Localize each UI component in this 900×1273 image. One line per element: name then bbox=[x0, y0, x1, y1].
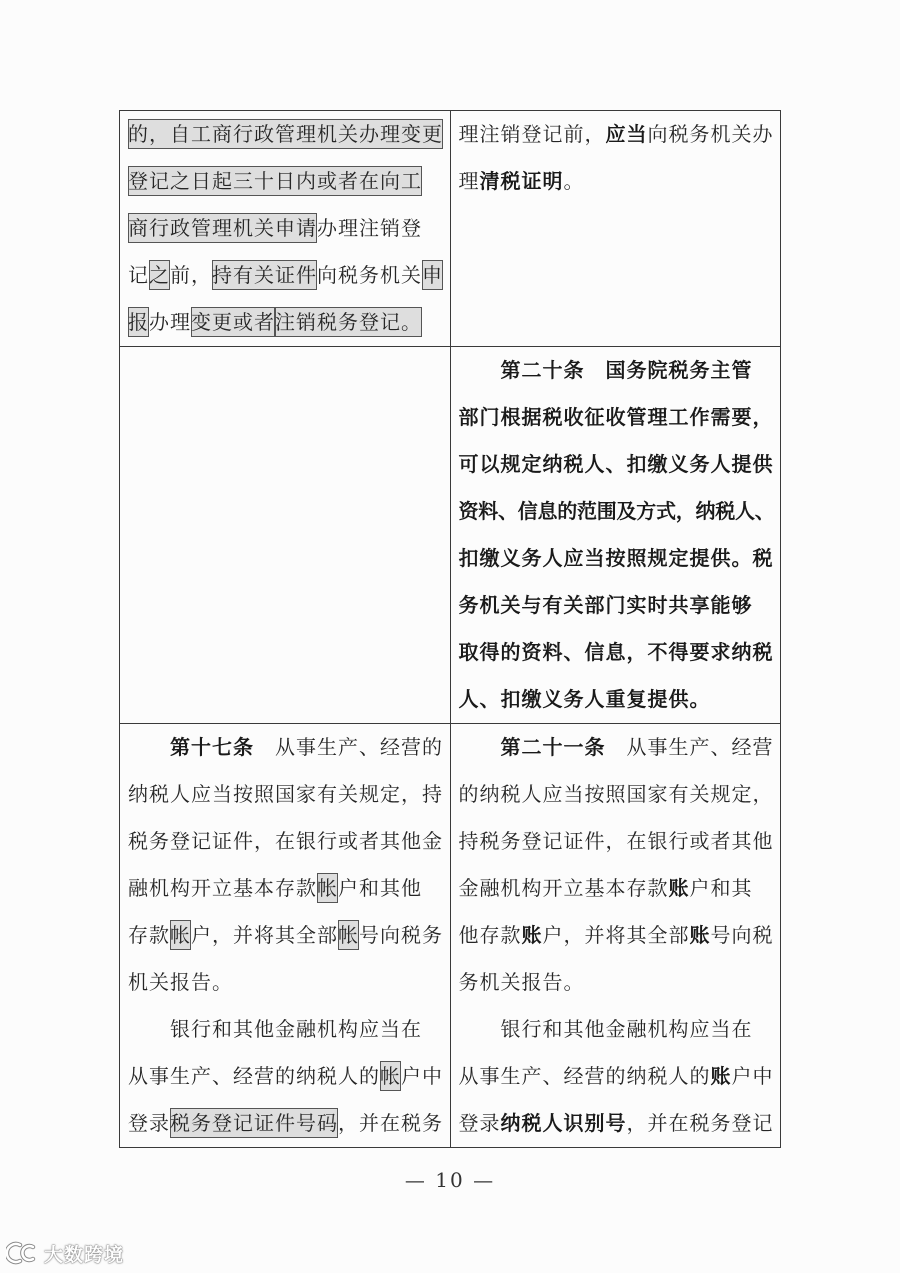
text-line bbox=[459, 818, 781, 865]
text-segment: 号向税务 bbox=[359, 923, 443, 947]
text-line bbox=[128, 1053, 450, 1100]
text-line bbox=[128, 865, 450, 912]
text-segment: 融机构开立基本存款 bbox=[128, 876, 317, 900]
text-line bbox=[459, 582, 781, 629]
text-line bbox=[128, 818, 450, 865]
revised-text-cell bbox=[451, 111, 781, 346]
text-line bbox=[459, 724, 781, 771]
text-line bbox=[128, 158, 450, 205]
bold-text: 账 bbox=[668, 876, 690, 900]
text-segment: ，并在税务 bbox=[338, 1111, 443, 1135]
highlighted-text: 税务登记证件号码 bbox=[170, 1108, 338, 1138]
text-segment: 金融机构开立基本存款 bbox=[458, 876, 669, 900]
bold-text: 账 bbox=[521, 923, 543, 947]
text-segment: 持税务登记证件，在银行或者其他 bbox=[458, 829, 774, 853]
text-line bbox=[128, 205, 450, 252]
highlighted-text: 持有关证件 bbox=[212, 260, 317, 290]
highlighted-text: 帐 bbox=[317, 873, 338, 903]
text-line bbox=[128, 1100, 450, 1147]
text-segment: 他存款 bbox=[458, 923, 522, 947]
text-segment: 务机关报告。 bbox=[458, 970, 585, 994]
table-row bbox=[120, 111, 780, 346]
text-line bbox=[128, 724, 450, 771]
text-segment: 户，并将其全部 bbox=[191, 923, 338, 947]
text-line bbox=[459, 959, 781, 1006]
paragraph bbox=[128, 724, 450, 1006]
text-segment: 银行和其他金融机构应当在 bbox=[170, 1017, 422, 1041]
highlighted-text: 申 bbox=[422, 260, 443, 290]
highlighted-text: 变更或者 bbox=[191, 307, 275, 337]
highlighted-text: 注销税务登记。 bbox=[275, 307, 422, 337]
text-segment: 向税务机关办 bbox=[647, 122, 774, 146]
text-line bbox=[459, 865, 781, 912]
paragraph bbox=[459, 724, 781, 1006]
original-text-cell bbox=[120, 111, 451, 346]
table-row bbox=[120, 723, 780, 1147]
watermark-logo-icon bbox=[6, 1240, 40, 1266]
highlighted-text: 帐 bbox=[380, 1061, 401, 1091]
text-line bbox=[459, 1006, 781, 1053]
bold-text: 取得的资料、信息，不得要求纳税 bbox=[458, 640, 774, 664]
text-segment: 从事生产、经营的 bbox=[254, 735, 443, 759]
bold-text: 应当 bbox=[605, 122, 648, 146]
text-segment: 纳税人应当按照国家有关规定，持 bbox=[128, 782, 443, 806]
text-line bbox=[459, 1053, 781, 1100]
text-line bbox=[128, 252, 450, 299]
original-text-cell bbox=[120, 347, 451, 723]
text-segment: 号向税 bbox=[710, 923, 774, 947]
bold-text: 第二十条 国务院税务主管 bbox=[500, 358, 753, 382]
text-segment: 理注销登记前， bbox=[458, 122, 606, 146]
paragraph bbox=[459, 1006, 781, 1147]
text-line bbox=[459, 535, 781, 582]
text-line bbox=[128, 111, 450, 158]
bold-text: 第二十一条 bbox=[500, 735, 606, 759]
text-segment: 户中 bbox=[401, 1064, 443, 1088]
text-segment: 。 bbox=[563, 169, 585, 193]
highlighted-text: 登记之日起三十日内或者在向工 bbox=[128, 166, 422, 196]
text-segment: 银行和其他金融机构应当在 bbox=[500, 1017, 753, 1041]
highlighted-text: 之 bbox=[149, 260, 170, 290]
text-segment: 从事生产、经营 bbox=[605, 735, 774, 759]
bold-text: 扣缴义务人应当按照规定提供。税 bbox=[458, 546, 774, 570]
bold-text: 纳税人识别号 bbox=[500, 1111, 627, 1135]
highlighted-text: 商行政管理机关申请 bbox=[128, 213, 317, 243]
highlighted-text: 帐 bbox=[170, 920, 191, 950]
text-segment: 税务登记证件，在银行或者其他金 bbox=[128, 829, 443, 853]
text-line bbox=[128, 959, 450, 1006]
bold-text: 资料、信息的范围及方式，纳税人、 bbox=[458, 499, 775, 523]
revised-text-cell bbox=[451, 347, 781, 723]
text-segment: 从事生产、经营的纳税人的 bbox=[128, 1064, 380, 1088]
text-segment: 户中 bbox=[731, 1064, 774, 1088]
bold-text: 可以规定纳税人、扣缴义务人提供 bbox=[458, 452, 774, 476]
text-segment: 存款 bbox=[128, 923, 170, 947]
text-line bbox=[128, 771, 450, 818]
page-number: — 10 — bbox=[404, 1168, 496, 1192]
text-segment: 机关报告。 bbox=[128, 970, 233, 994]
text-line bbox=[459, 158, 781, 205]
text-segment: 户，并将其全部 bbox=[542, 923, 690, 947]
text-line bbox=[128, 299, 450, 346]
text-line bbox=[459, 347, 781, 394]
highlighted-text: 的，自工商行政管理机关办理变更 bbox=[128, 119, 443, 149]
text-segment: 办理 bbox=[149, 310, 191, 334]
text-segment: 理 bbox=[458, 169, 480, 193]
comparison-table bbox=[119, 110, 781, 1148]
text-segment: 登录 bbox=[128, 1111, 170, 1135]
paragraph bbox=[459, 347, 781, 723]
text-segment: 向税务机关 bbox=[317, 263, 422, 287]
text-line bbox=[459, 629, 781, 676]
text-line bbox=[459, 488, 781, 535]
bold-text: 务机关与有关部门实时共享能够 bbox=[458, 593, 753, 617]
original-text-cell bbox=[120, 724, 451, 1147]
text-line bbox=[459, 394, 781, 441]
text-segment: 从事生产、经营的纳税人的 bbox=[458, 1064, 711, 1088]
paragraph bbox=[128, 111, 450, 346]
text-segment: 户和其 bbox=[689, 876, 753, 900]
bold-text: 人、扣缴义务人重复提供。 bbox=[458, 687, 711, 711]
text-line bbox=[459, 111, 781, 158]
highlighted-text: 报 bbox=[128, 307, 149, 337]
text-line bbox=[459, 676, 781, 723]
text-segment: ，并在税务登记 bbox=[626, 1111, 774, 1135]
watermark-text: 大数跨境 bbox=[44, 1243, 125, 1266]
text-segment: 记 bbox=[128, 263, 149, 287]
bold-text: 第十七条 bbox=[170, 735, 254, 759]
text-line bbox=[128, 1006, 450, 1053]
text-segment: 登录 bbox=[458, 1111, 501, 1135]
bold-text: 清税证明 bbox=[479, 169, 564, 193]
text-segment: 办理注销登 bbox=[317, 216, 422, 240]
watermark bbox=[6, 1238, 124, 1268]
bold-text: 账 bbox=[710, 1064, 732, 1088]
text-segment: 户和其他 bbox=[338, 876, 422, 900]
text-segment: 的纳税人应当按照国家有关规定， bbox=[458, 782, 774, 806]
text-line bbox=[128, 912, 450, 959]
paragraph bbox=[459, 111, 781, 205]
highlighted-text: 帐 bbox=[338, 920, 359, 950]
text-line bbox=[459, 771, 781, 818]
paragraph bbox=[128, 1006, 450, 1147]
revised-text-cell bbox=[451, 724, 781, 1147]
table-row bbox=[120, 346, 780, 723]
text-line bbox=[459, 1100, 781, 1147]
text-segment: 前， bbox=[170, 263, 212, 287]
bold-text: 部门根据税收征收管理工作需要， bbox=[458, 405, 774, 429]
bold-text: 账 bbox=[689, 923, 711, 947]
text-line bbox=[459, 912, 781, 959]
text-line bbox=[459, 441, 781, 488]
